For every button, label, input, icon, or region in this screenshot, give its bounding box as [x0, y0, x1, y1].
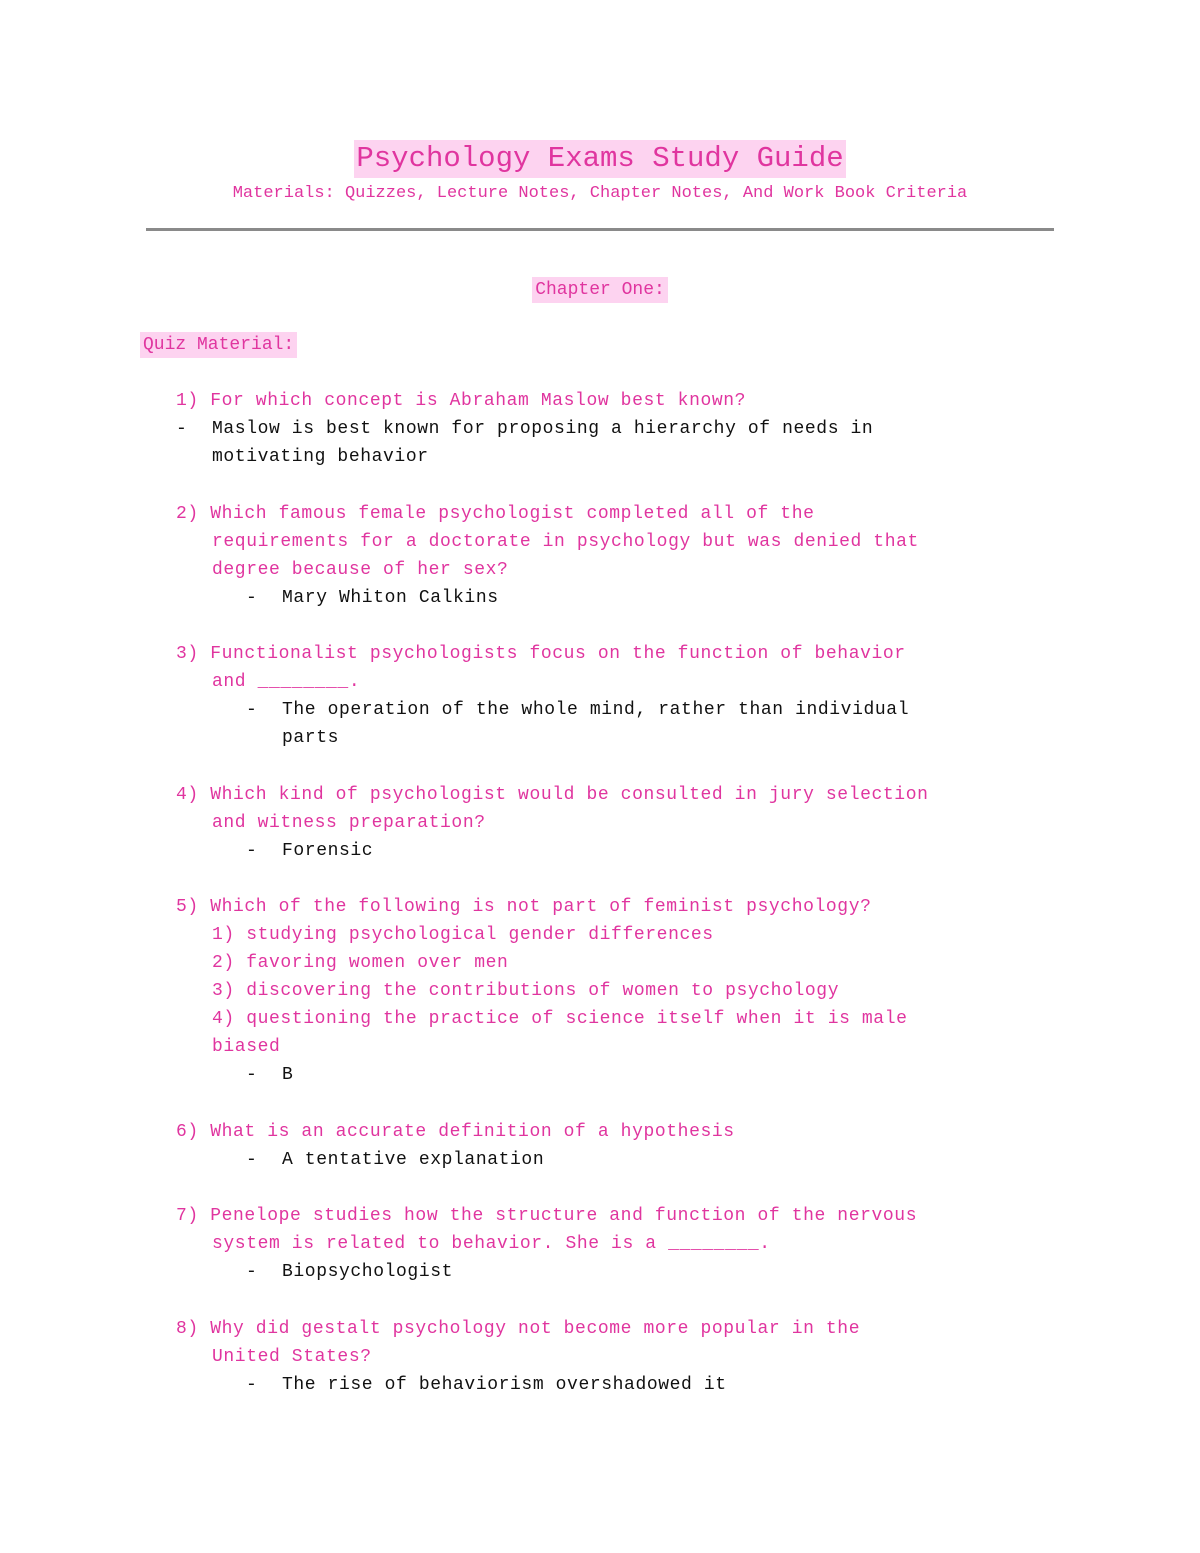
- question-2-line-1: 2) Which famous female psychologist completed all of the: [176, 504, 815, 524]
- question-7-line-1: 7) Penelope studies how the structure and function of the nervous: [176, 1206, 918, 1226]
- answer-5-marker: -: [246, 1065, 258, 1085]
- answer-7-marker: -: [246, 1262, 258, 1282]
- answer-6-text: A tentative explanation: [282, 1150, 545, 1170]
- answer-7-text: Biopsychologist: [282, 1262, 454, 1282]
- answer-3-text-1: The operation of the whole mind, rather than individual: [282, 700, 910, 720]
- question-1-line-1: 1) For which concept is Abraham Maslow best known?: [176, 391, 747, 411]
- question-5-line-1: 5) Which of the following is not part of feminist psychology?: [176, 897, 872, 917]
- chapter-heading-block: [0, 277, 1200, 303]
- answer-1-marker: -: [176, 419, 188, 439]
- question-5-option-1: 1) studying psychological gender differences: [212, 925, 714, 945]
- answer-6-marker: -: [246, 1150, 258, 1170]
- answer-1-text-1: Maslow is best known for proposing a hierarchy of needs in: [212, 419, 874, 439]
- question-5-option-4: 4) questioning the practice of science itself when it is male: [212, 1009, 908, 1029]
- answer-1-line-2: motivating behavior: [212, 447, 429, 467]
- answer-2-text: Mary Whiton Calkins: [282, 588, 499, 608]
- chapter-heading: Chapter One:: [532, 277, 668, 303]
- question-2-line-3: degree because of her sex?: [212, 560, 509, 580]
- answer-4: [246, 837, 373, 865]
- title-block: [0, 140, 1200, 178]
- document-title: Psychology Exams Study Guide: [354, 140, 845, 178]
- question-4-line-1: 4) Which kind of psychologist would be consulted in jury selection: [176, 785, 929, 805]
- answer-6: [246, 1146, 544, 1174]
- question-5-option-3: 3) discovering the contributions of women to psychology: [212, 981, 840, 1001]
- answer-3-marker: -: [246, 700, 258, 720]
- question-5-option-4-wrap: biased: [212, 1037, 281, 1057]
- question-8-line-1: 8) Why did gestalt psychology not become more popular in the: [176, 1319, 861, 1339]
- question-2-line-2: requirements for a doctorate in psychology but was denied that: [212, 532, 919, 552]
- question-6-line-1: 6) What is an accurate definition of a hypothesis: [176, 1122, 735, 1142]
- answer-8: [246, 1371, 727, 1399]
- answer-5-text: B: [282, 1065, 294, 1085]
- question-7-line-2: system is related to behavior. She is a ________.: [212, 1234, 771, 1254]
- answer-1-line-1: [176, 415, 873, 443]
- answer-4-text: Forensic: [282, 841, 374, 861]
- answer-3-line-2: parts: [282, 728, 340, 748]
- answer-2: [246, 584, 499, 612]
- answer-8-marker: -: [246, 1375, 258, 1395]
- question-4-line-2: and witness preparation?: [212, 813, 486, 833]
- answer-4-marker: -: [246, 841, 258, 861]
- horizontal-divider: [146, 228, 1054, 231]
- answer-3-line-1: [246, 696, 909, 724]
- answer-8-text: The rise of behaviorism overshadowed it: [282, 1375, 727, 1395]
- answer-2-marker: -: [246, 588, 258, 608]
- question-3-line-2: and ________.: [212, 672, 361, 692]
- quiz-heading-block: [140, 332, 297, 358]
- answer-5: [246, 1061, 293, 1089]
- materials-subtitle: Materials: Quizzes, Lecture Notes, Chapter Notes, And Work Book Criteria: [232, 184, 968, 203]
- quiz-heading: Quiz Material:: [140, 332, 297, 358]
- answer-7: [246, 1258, 453, 1286]
- question-5-option-2: 2) favoring women over men: [212, 953, 509, 973]
- question-3-line-1: 3) Functionalist psychologists focus on the function of behavior: [176, 644, 906, 664]
- question-8-line-2: United States?: [212, 1347, 372, 1367]
